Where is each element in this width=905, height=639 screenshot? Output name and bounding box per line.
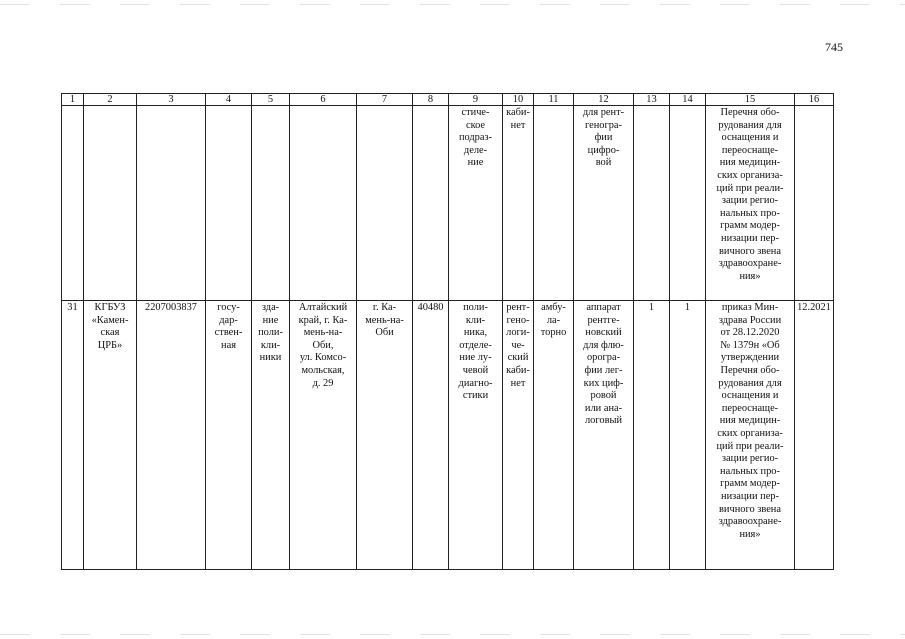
column-number-row (62, 94, 834, 106)
column-header: 5 (252, 94, 290, 106)
table-cell (357, 106, 413, 301)
table-cell (206, 106, 252, 301)
date-cell: 12.2021 (795, 301, 834, 570)
table-cell: каби- нет (503, 106, 534, 301)
subdivision-cell: поли- кли- ника, отделе- ние лу- чевой диагно- стики (449, 301, 503, 570)
column-header: 2 (84, 94, 137, 106)
table-cell (534, 106, 574, 301)
inn-cell: 2207003837 (137, 301, 206, 570)
table-cell: для рент- геногра- фии цифро- вой (574, 106, 634, 301)
row-number-cell: 31 (62, 301, 84, 570)
column-header: 4 (206, 94, 252, 106)
scan-artifact-top (0, 4, 905, 5)
regulation-cell: приказ Мин- здрава России от 28.12.2020 № 1379н «Об утверждении Перечня обо- рудования для оснащения и переоснаще- ния медицин- ских организа- ций при реали- зации регио- нальных про- грамм модер- низации пер- вичного звена здравоохране- ния» (706, 301, 795, 570)
building-type-cell: зда- ние поли- кли- ники (252, 301, 290, 570)
column-header: 14 (670, 94, 706, 106)
settlement-cell: г. Ка- мень-на- Оби (357, 301, 413, 570)
column-header: 8 (413, 94, 449, 106)
column-header: 12 (574, 94, 634, 106)
page-number: 745 (825, 40, 843, 54)
table-row (62, 106, 834, 301)
ownership-form-cell: госу- дар- ствен- ная (206, 301, 252, 570)
quantity-cell: 1 (670, 301, 706, 570)
column-header: 6 (290, 94, 357, 106)
room-cell: рент- гено- логи- че- ский каби- нет (503, 301, 534, 570)
equipment-table (61, 93, 834, 570)
table-cell (252, 106, 290, 301)
table-cell (670, 106, 706, 301)
table-cell (62, 106, 84, 301)
table-cell: Перечня обо- рудования для оснащения и переоснаще- ния медицин- ских организа- ций при реали- зации регио- нальных про- грамм модер- низации пер- вичного звена здравоохране- ния» (706, 106, 795, 301)
scan-artifact-bottom (0, 634, 905, 635)
table-cell (795, 106, 834, 301)
column-header: 15 (706, 94, 795, 106)
table-row (62, 301, 834, 570)
column-header: 10 (503, 94, 534, 106)
column-header: 7 (357, 94, 413, 106)
code-cell: 40480 (413, 301, 449, 570)
organization-name-cell: КГБУЗ «Камен- ская ЦРБ» (84, 301, 137, 570)
equipment-cell: аппарат рентге- новский для флю- орогра- фии лег- ких циф- ровой или ана- логовый (574, 301, 634, 570)
column-header: 13 (634, 94, 670, 106)
table-cell (634, 106, 670, 301)
table-cell (84, 106, 137, 301)
column-header: 3 (137, 94, 206, 106)
column-header: 9 (449, 94, 503, 106)
quantity-cell: 1 (634, 301, 670, 570)
table-cell (290, 106, 357, 301)
column-header: 16 (795, 94, 834, 106)
column-header: 11 (534, 94, 574, 106)
address-cell: Алтайский край, г. Ка- мень-на- Оби, ул. Комсо- мольская, д. 29 (290, 301, 357, 570)
table-cell (137, 106, 206, 301)
column-header: 1 (62, 94, 84, 106)
table-cell (413, 106, 449, 301)
table-cell: стиче- ское подраз- деле- ние (449, 106, 503, 301)
care-conditions-cell: амбу- ла- торно (534, 301, 574, 570)
